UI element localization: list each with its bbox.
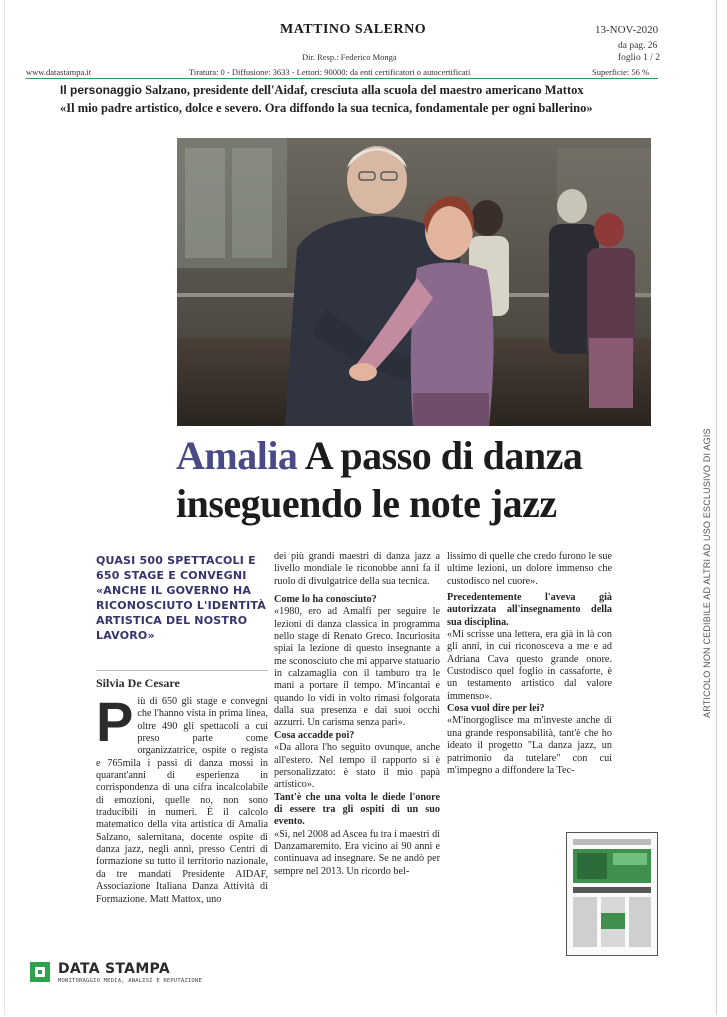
interview-question: Cosa accadde poi? [274, 729, 355, 741]
copyright-notice: ARTICOLO NON CEDIBILE AD ALTRI AD USO ESCLUSIVO DI AGIS [702, 428, 712, 718]
datastampa-tagline: MONITORAGGIO MEDIA, ANALISI E REPUTAZIONE [58, 978, 202, 984]
interview-answer: «Da allora l'ho seguito ovunque, anche all'estero. Nel tempo il rapporto si è personalizzato: è stato il mio papà artistico». [274, 742, 440, 791]
website-link[interactable]: www.datastampa.it [26, 67, 92, 77]
surface-info: Superficie: 56 % [592, 67, 650, 77]
headline-name: Amalia [176, 433, 298, 478]
director-line: Dir. Resp.: Federico Monga [302, 52, 397, 62]
kicker-label: Il personaggio [60, 83, 143, 97]
article-column-3 [447, 551, 612, 777]
article-subheading: QUASI 500 SPETTACOLI E 650 STAGE E CONVEGNI «ANCHE IL GOVERNO HA RICONOSCIUTO L'IDENTITÀ ARTISTICA DEL NOSTRO LAVORO» [96, 554, 266, 642]
article-column-1 [96, 690, 268, 906]
datastampa-logo-text: DATA STAMPA [58, 961, 170, 977]
column1-text: iù di 650 gli stage e convegni che l'hanno vista in prima linea, oltre 490 gli spettacoli a cui preso parte come organizzatrice, ospite o regista e 765mila i passi di danza mossi in quarant'anni di esperienza in corrispondenza di una cifra incalcolabile di emozioni, quelle no, non sono traducibili in numeri. È il calcolo matematico della vita artistica di Amalia Salzano, salernitana, docente ospite di danza jazz, negli anni, presso Centri di formazione su tutto il territorio nazionale, da tre mandati Presidente AIDAF, Associazione Italiana Danza Attività di Formazione. Matt Mattox, uno [96, 696, 268, 905]
interview-question: Come lo ha conosciuto? [274, 594, 377, 606]
headline-part2: inseguendo le note jazz [176, 481, 557, 526]
interview-answer: «Mi scrisse una lettera, era già in là con gli anni, in cui riconosceva a me e ad Adriana Cava questo grande onore. Custodisco quel foglio in cassaforte, è un testamento artistico dal valore immenso». [447, 629, 612, 702]
kicker-line2: «Il mio padre artistico, dolce e severo. Ora diffondo la sua tecnica, fondamentale per ogni ballerino» [60, 101, 593, 115]
sheet-number: foglio 1 / 2 [618, 53, 660, 63]
column2-paragraph: dei più grandi maestri di danza jazz a livello mondiale le riconobbe anni fa il ruolo di divulgatrice della sua tecnica. [274, 551, 440, 587]
page-number: da pag. 26 [618, 41, 658, 51]
circulation-info: Tiratura: 0 - Diffusione: 3633 - Lettori: 90000: da enti certificatori o autocertificati [189, 67, 471, 77]
interview-question: Tant'è che una volta le diede l'onore di essere tra gli ospiti di un suo evento. [274, 791, 440, 828]
drop-cap: P [96, 690, 134, 753]
publication-date: 13-NOV-2020 [595, 24, 659, 36]
column3-paragraph: lissimo di quelle che credo furono le sue ultime lezioni, un dolore immenso che custodisco nel cuore». [447, 551, 612, 587]
article-byline: Silvia De Cesare [96, 676, 180, 690]
article-headline [176, 432, 676, 528]
interview-answer: «M'inorgoglisce ma m'investe anche di una grande responsabilità, tant'è che ho ideato il progetto "La danza jazz, un patrimonio da tutelare" con cui m'impegno a diffondere la Tec- [447, 715, 612, 776]
logo-center-dot [38, 970, 42, 974]
interview-question: Cosa vuol dire per lei? [447, 703, 545, 715]
interview-answer: «1980, ero ad Amalfi per seguire le lezioni di danza classica in programma nello stage di Renato Greco. Incuriosita spiai la lezione di questo insegnante a me sconosciuto che mi apparve statuario in calzamaglia con il tamburo tra le mani a portare il tempo. M'incantai e quando lo vidi in volto rimasi folgorata dalla sua presenza e dai suoi occhi azzurri. Un carisma senza pari». [274, 606, 440, 729]
subheading-divider [96, 670, 268, 671]
article-photo [177, 138, 651, 426]
kicker-line1: Salzano, presidente dell'Aidaf, cresciuta alla scuola del maestro americano Mattox [142, 83, 584, 97]
interview-answer: «Sì, nel 2008 ad Ascea fu tra i maestri di Danzamaremito. Era vicino ai 90 anni e continuava ad insegnare. Se ne andò per sempre nel 2013. Un ricordo bel- [274, 828, 440, 877]
article-column-2 [274, 551, 440, 878]
article-kicker [60, 81, 670, 117]
headline-part1: A passo di danza [297, 433, 583, 478]
masthead: MATTINO SALERNO [280, 22, 427, 37]
page-info [618, 40, 660, 64]
header-divider [26, 78, 658, 79]
page-thumbnail [566, 832, 658, 956]
interview-question: Precedentemente l'aveva già autorizzata all'insegnamento della sua disciplina. [447, 592, 612, 628]
